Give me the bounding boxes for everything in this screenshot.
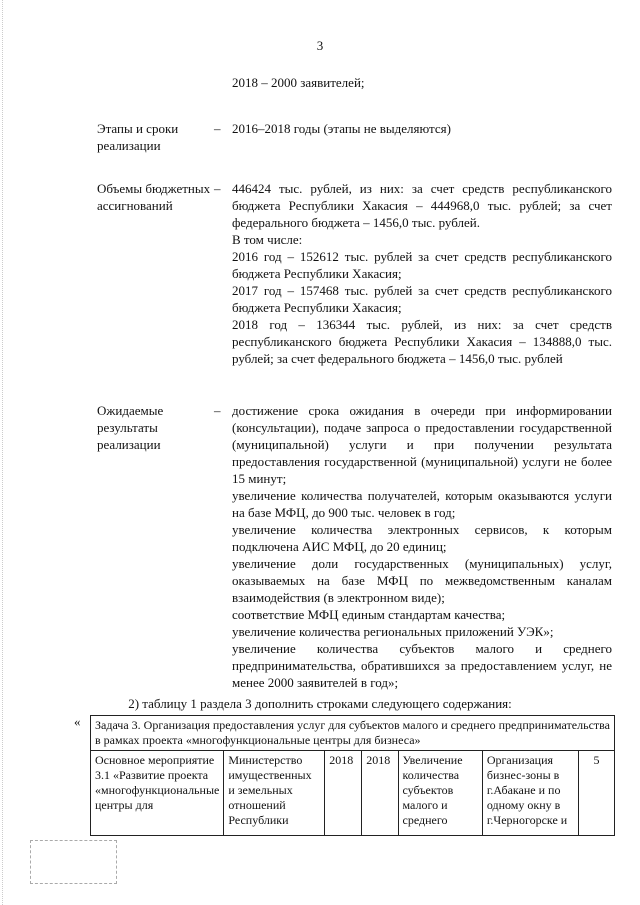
table-row [91, 751, 615, 836]
task-title-cell: Задача 3. Организация предоставления услуг для субъектов малого и среднего предпринимательства в рамках проекта «многофункциональные центры для бизнеса» [91, 716, 615, 751]
results-paragraph: соответствие МФЦ единым стандартам качества; [232, 607, 506, 622]
table-cell: Увеличение количества субъектов малого и среднего [398, 751, 482, 836]
volumes-paragraph: 2017 год – 157468 тыс. рублей за счет средств республиканского бюджета Республики Хакасия; [232, 283, 612, 315]
section-results [97, 402, 612, 690]
table-cell: Организация бизнес-зоны в г.Абакане и по одному окну в г.Черногорске и [482, 751, 578, 836]
amendment-intro: 2) таблицу 1 раздела 3 дополнить строками следующего содержания: [128, 696, 512, 711]
results-label: Ожидаемые результаты реализации [97, 403, 164, 452]
registry-stamp [30, 840, 117, 884]
results-paragraph: увеличение количества электронных сервисов, к которым подключена АИС МФЦ, до 20 единиц; [232, 522, 612, 554]
volumes-text [232, 180, 612, 367]
table-cell: Основное мероприятие 3.1 «Развитие проекта «многофункциональные центры для [91, 751, 224, 836]
stages-dash: – [214, 121, 221, 136]
results-paragraph: увеличение доли государственных (муниципальных) услуг, оказываемых на базе МФЦ по межведомственным каналам взаимодействия (в электронном виде); [232, 556, 612, 605]
stages-text: 2016–2018 годы (этапы не выделяются) [232, 121, 451, 136]
stages-label: Этапы и сроки реализации [97, 121, 179, 153]
section-stages [97, 120, 612, 160]
volumes-paragraph: В том числе: [232, 232, 303, 247]
volumes-dash: – [214, 181, 221, 196]
results-paragraph: достижение срока ожидания в очереди при информировании (консультации), подаче запроса о предоставлении государственной (муниципальной) услуги и при получении результата предоставления государственной (муниципальной) услуги не более 15 минут; [232, 403, 612, 486]
volumes-label: Объемы бюджетных ассигнований [97, 181, 211, 213]
table-cell: 2018 [362, 751, 398, 836]
scan-edge [2, 0, 4, 905]
opening-quote: « [74, 714, 81, 729]
results-paragraph: увеличение количества субъектов малого и среднего предпринимательства, обратившихся за предоставлением услуг, не менее 2000 заявителей в год»; [232, 641, 612, 690]
continuation-line: 2018 – 2000 заявителей; [232, 75, 365, 90]
section-volumes [97, 180, 612, 380]
volumes-paragraph: 2016 год – 152612 тыс. рублей за счет средств республиканского бюджета Республики Хакасия; [232, 249, 612, 281]
table-cell: 5 [578, 751, 614, 836]
results-dash: – [214, 403, 221, 418]
results-text [232, 402, 612, 691]
table-cell: Министерство имущественных и земельных отношений Республики [224, 751, 325, 836]
results-paragraph: увеличение количества региональных приложений УЭК»; [232, 624, 554, 639]
table-row [91, 716, 615, 751]
results-paragraph: увеличение количества получателей, которым оказываются услуги на базе МФЦ, до 900 тыс. человек в год; [232, 488, 612, 520]
volumes-paragraph: 2018 год – 136344 тыс. рублей, из них: за счет средств республиканского бюджета Республики Хакасия – 134888,0 тыс. рублей; за счет федерального бюджета – 1456,0 тыс. рублей [232, 317, 612, 366]
table-cell: 2018 [325, 751, 362, 836]
page-number: 3 [316, 38, 324, 53]
volumes-paragraph: 446424 тыс. рублей, из них: за счет средств республиканского бюджета Республики Хакасия – 444968,0 тыс. рублей; за счет федерального бюджета – 1456,0 тыс. рублей. [232, 181, 612, 230]
amendment-table [90, 715, 615, 836]
